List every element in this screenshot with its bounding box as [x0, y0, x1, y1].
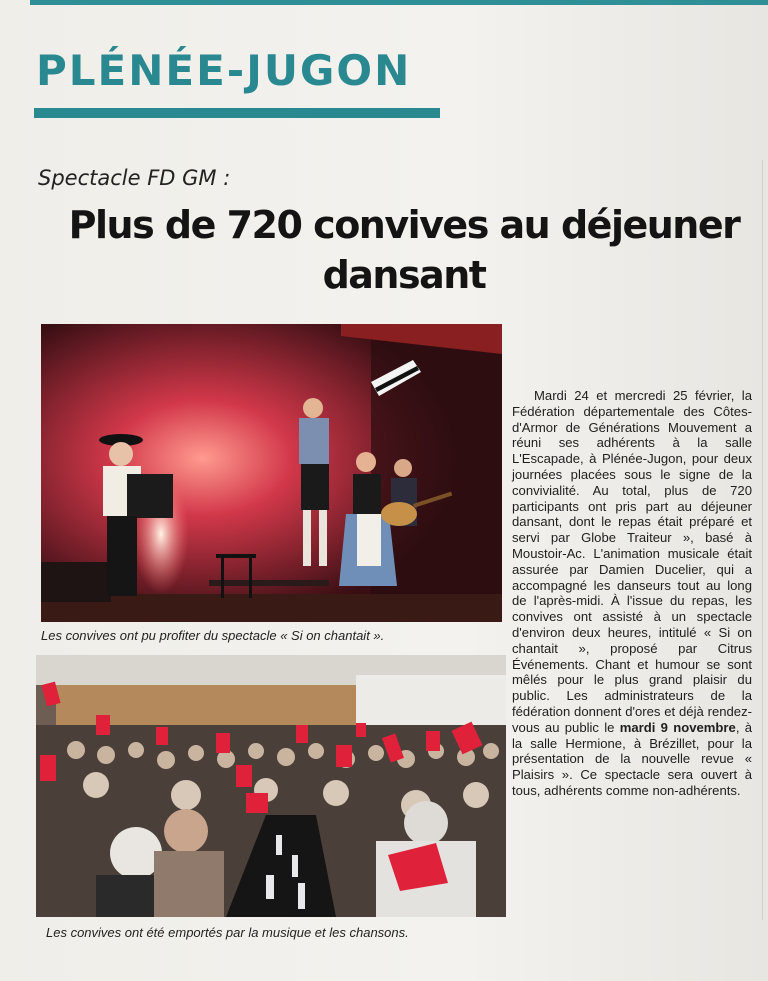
- article-headline: Plus de 720 convives au déjeuner dansant: [68, 203, 740, 297]
- article-body-date: mardi 9 novembre: [619, 719, 736, 735]
- article-body-text-2: , à la salle Hermione, à Brézillet, pour la présentation de la nouvelle revue « Plaisirs ». Ce spectacle sera ouvert à tous, adhérents comme non-adhérents.: [512, 719, 753, 798]
- audience-photo: [36, 655, 506, 917]
- section-title: PLÉNÉE-JUGON: [36, 46, 412, 95]
- stage-show-photo: [41, 324, 502, 622]
- section-underline: [34, 108, 440, 118]
- article-body-text-1: Mardi 24 et mercredi 25 février, la Fédération départementale des Côtes-d'Armor de Générations Mouvement a réuni ses adhérents à la salle L'Escapade, à Plénée-Jugon, pour deux journées placées sous le signe de la convivialité. Au total, plus de 720 participants ont pris part au déjeuner dansant, dont le repas était préparé et servi par Globe Traiteur », basé à Moustoir-Ac. L'animation musicale était assurée par Damien Ducelier, qui a accompagné les danseurs tout au long de l'après-midi. À l'issue du repas, les convives ont assisté à un spectacle d'environ deux heures, intitulé « Si on chantait », proposé par Citrus Événements. Chant et humour se sont mêlés pour le plus grand plaisir du public. Les administrateurs de la fédération donnent d'ores et déjà rendez-vous au public le: [512, 388, 752, 735]
- photo-caption-2: Les convives ont été emportés par la musique et les chansons.: [46, 925, 409, 940]
- article-kicker: Spectacle FD GM :: [38, 166, 231, 190]
- article-body: [512, 388, 752, 799]
- column-rule: [762, 160, 763, 920]
- photo-caption-1: Les convives ont pu profiter du spectacle « Si on chantait ».: [41, 628, 385, 643]
- top-rule: [30, 0, 768, 5]
